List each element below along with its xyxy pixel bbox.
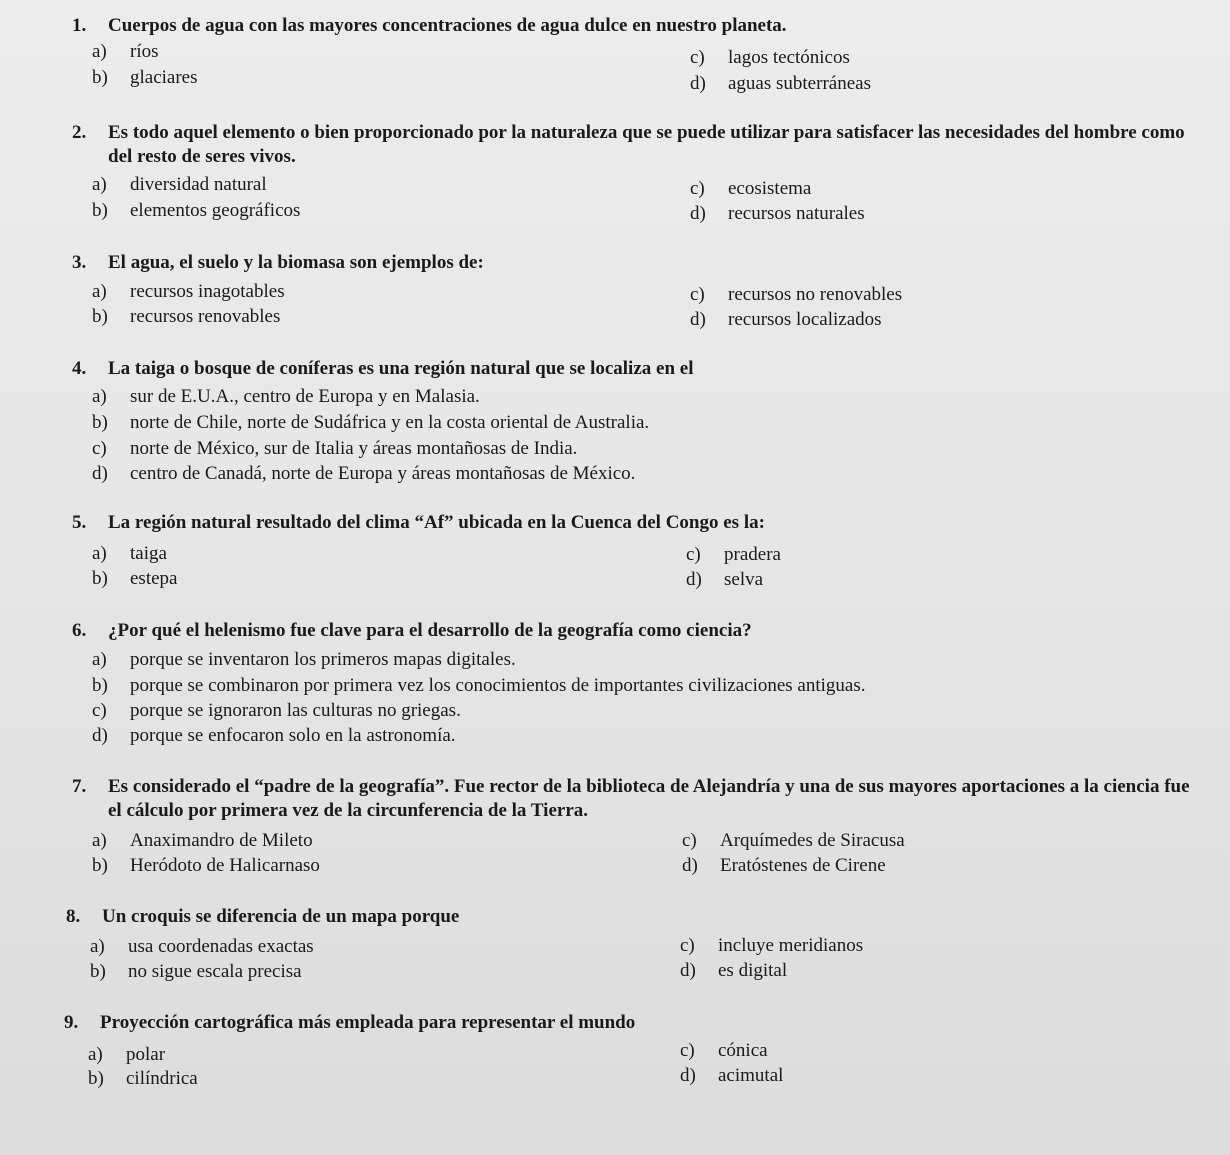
question-text: Proyección cartográfica más empleada para representar el mundo: [100, 1012, 636, 1033]
option-letter: a): [92, 41, 107, 62]
option-d[interactable]: [680, 1064, 783, 1088]
option-text: porque se combinaron por primera vez los conocimientos de importantes civilizaciones antiguas.: [130, 675, 866, 696]
option-text: porque se inventaron los primeros mapas digitales.: [130, 649, 516, 670]
option-a[interactable]: [92, 542, 167, 566]
option-text: estepa: [130, 568, 178, 589]
question-stem: [66, 905, 459, 929]
option-text: porque se enfocaron solo en la astronomía.: [130, 725, 456, 746]
option-letter: a): [92, 281, 107, 302]
option-text: diversidad natural: [130, 174, 267, 195]
option-b[interactable]: [92, 305, 280, 329]
question-stem: [72, 775, 1198, 823]
option-letter: b): [92, 67, 108, 88]
option-text: ríos: [130, 41, 159, 62]
question-stem: [72, 357, 693, 381]
option-c[interactable]: [690, 46, 850, 70]
option-c[interactable]: [690, 283, 902, 307]
option-text: norte de Chile, norte de Sudáfrica y en la costa oriental de Australia.: [130, 412, 650, 433]
option-letter: d): [680, 960, 696, 981]
option-text: ecosistema: [728, 178, 812, 199]
option-b[interactable]: [92, 66, 198, 90]
option-letter: a): [92, 830, 107, 851]
option-d[interactable]: [680, 959, 787, 983]
option-letter: b): [90, 961, 106, 982]
option-text: acimutal: [718, 1065, 784, 1086]
option-c[interactable]: [680, 1039, 768, 1063]
option-d[interactable]: [690, 202, 865, 226]
option-letter: b): [92, 568, 108, 589]
option-d[interactable]: [686, 568, 763, 592]
option-letter: c): [680, 935, 695, 956]
option-letter: a): [92, 174, 107, 195]
option-letter: a): [92, 649, 107, 670]
option-d[interactable]: [690, 308, 882, 332]
option-text: cónica: [718, 1040, 768, 1061]
option-b[interactable]: [88, 1067, 198, 1091]
option-letter: b): [92, 855, 108, 876]
option-b[interactable]: [92, 854, 320, 878]
option-letter: b): [88, 1068, 104, 1089]
option-b[interactable]: [92, 674, 866, 698]
question-number: 9.: [64, 1012, 79, 1033]
option-text: polar: [126, 1044, 166, 1065]
question-stem: [72, 619, 752, 643]
option-letter: c): [92, 700, 107, 721]
option-letter: d): [686, 569, 702, 590]
option-c[interactable]: [686, 543, 781, 567]
option-letter: b): [92, 200, 108, 221]
option-c[interactable]: [92, 699, 461, 723]
option-text: Heródoto de Halicarnaso: [130, 855, 320, 876]
option-text: aguas subterráneas: [728, 73, 871, 94]
option-letter: a): [92, 386, 107, 407]
option-text: recursos naturales: [728, 203, 865, 224]
option-d[interactable]: [92, 462, 635, 486]
option-text: incluye meridianos: [718, 935, 864, 956]
question-number: 4.: [72, 358, 87, 379]
question-number: 3.: [72, 252, 87, 273]
option-letter: c): [682, 830, 697, 851]
option-text: porque se ignoraron las culturas no griegas.: [130, 700, 461, 721]
option-text: lagos tectónicos: [728, 47, 850, 68]
option-text: taiga: [130, 543, 167, 564]
option-text: elementos geográficos: [130, 200, 301, 221]
option-b[interactable]: [92, 567, 177, 591]
option-text: recursos renovables: [130, 306, 281, 327]
option-b[interactable]: [92, 199, 300, 223]
question-number: 5.: [72, 512, 87, 533]
option-letter: d): [690, 203, 706, 224]
question-stem: [72, 14, 787, 38]
option-a[interactable]: [92, 385, 480, 409]
option-text: Anaximandro de Mileto: [130, 830, 313, 851]
option-text: es digital: [718, 960, 788, 981]
question-text: Es considerado el “padre de la geografía”. Fue rector de la biblioteca de Alejandría y una de sus mayores aportaciones a la ciencia fue el cálculo por primera vez de la circunferencia de la Tierra.: [108, 776, 1190, 821]
option-text: recursos inagotables: [130, 281, 285, 302]
option-b[interactable]: [90, 960, 302, 984]
option-a[interactable]: [92, 40, 159, 64]
question-text: Un croquis se diferencia de un mapa porque: [102, 906, 460, 927]
question-text: El agua, el suelo y la biomasa son ejemplos de:: [108, 252, 484, 273]
option-letter: d): [680, 1065, 696, 1086]
option-text: recursos no renovables: [728, 284, 903, 305]
option-d[interactable]: [690, 72, 871, 96]
option-letter: d): [690, 309, 706, 330]
option-text: cilíndrica: [126, 1068, 198, 1089]
option-c[interactable]: [682, 829, 905, 853]
question-number: 7.: [72, 776, 87, 797]
option-letter: d): [682, 855, 698, 876]
option-a[interactable]: [92, 648, 516, 672]
option-a[interactable]: [92, 173, 267, 197]
question-number: 1.: [72, 15, 87, 36]
option-letter: c): [690, 47, 705, 68]
option-text: recursos localizados: [728, 309, 882, 330]
option-letter: a): [90, 936, 105, 957]
question-stem: [72, 251, 484, 275]
option-letter: b): [92, 675, 108, 696]
option-text: usa coordenadas exactas: [128, 936, 314, 957]
option-text: norte de México, sur de Italia y áreas montañosas de India.: [130, 438, 578, 459]
option-text: glaciares: [130, 67, 198, 88]
option-letter: b): [92, 412, 108, 433]
option-letter: c): [680, 1040, 695, 1061]
option-letter: d): [92, 725, 108, 746]
option-letter: d): [92, 463, 108, 484]
question-text: Cuerpos de agua con las mayores concentraciones de agua dulce en nuestro planeta.: [108, 15, 787, 36]
option-text: no sigue escala precisa: [128, 961, 302, 982]
option-c[interactable]: [690, 177, 811, 201]
option-letter: a): [92, 543, 107, 564]
option-letter: d): [690, 73, 706, 94]
question-number: 6.: [72, 620, 87, 641]
question-text: La región natural resultado del clima “Af” ubicada en la Cuenca del Congo es la:: [108, 512, 765, 533]
option-letter: c): [690, 178, 705, 199]
option-d[interactable]: [682, 854, 886, 878]
option-text: sur de E.U.A., centro de Europa y en Malasia.: [130, 386, 480, 407]
option-a[interactable]: [92, 829, 313, 853]
option-d[interactable]: [92, 724, 456, 748]
question-text: Es todo aquel elemento o bien proporcionado por la naturaleza que se puede utilizar para satisfacer las necesidades del hombre como del resto de seres vivos.: [108, 122, 1185, 167]
question-stem: [72, 121, 1198, 169]
option-text: Eratóstenes de Cirene: [720, 855, 886, 876]
option-letter: c): [686, 544, 701, 565]
option-letter: c): [92, 438, 107, 459]
option-letter: a): [88, 1044, 103, 1065]
option-text: Arquímedes de Siracusa: [720, 830, 905, 851]
option-letter: b): [92, 306, 108, 327]
question-number: 2.: [72, 122, 87, 143]
option-a[interactable]: [92, 280, 285, 304]
option-a[interactable]: [90, 935, 314, 959]
option-text: centro de Canadá, norte de Europa y áreas montañosas de México.: [130, 463, 636, 484]
question-text: ¿Por qué el helenismo fue clave para el desarrollo de la geografía como ciencia?: [108, 620, 752, 641]
question-text: La taiga o bosque de coníferas es una región natural que se localiza en el: [108, 358, 694, 379]
question-stem: [64, 1011, 635, 1035]
option-a[interactable]: [88, 1043, 165, 1067]
question-number: 8.: [66, 906, 81, 927]
option-text: selva: [724, 569, 764, 590]
option-text: pradera: [724, 544, 781, 565]
option-c[interactable]: [680, 934, 863, 958]
option-b[interactable]: [92, 411, 649, 435]
option-c[interactable]: [92, 437, 577, 461]
question-stem: [72, 511, 765, 535]
option-letter: c): [690, 284, 705, 305]
